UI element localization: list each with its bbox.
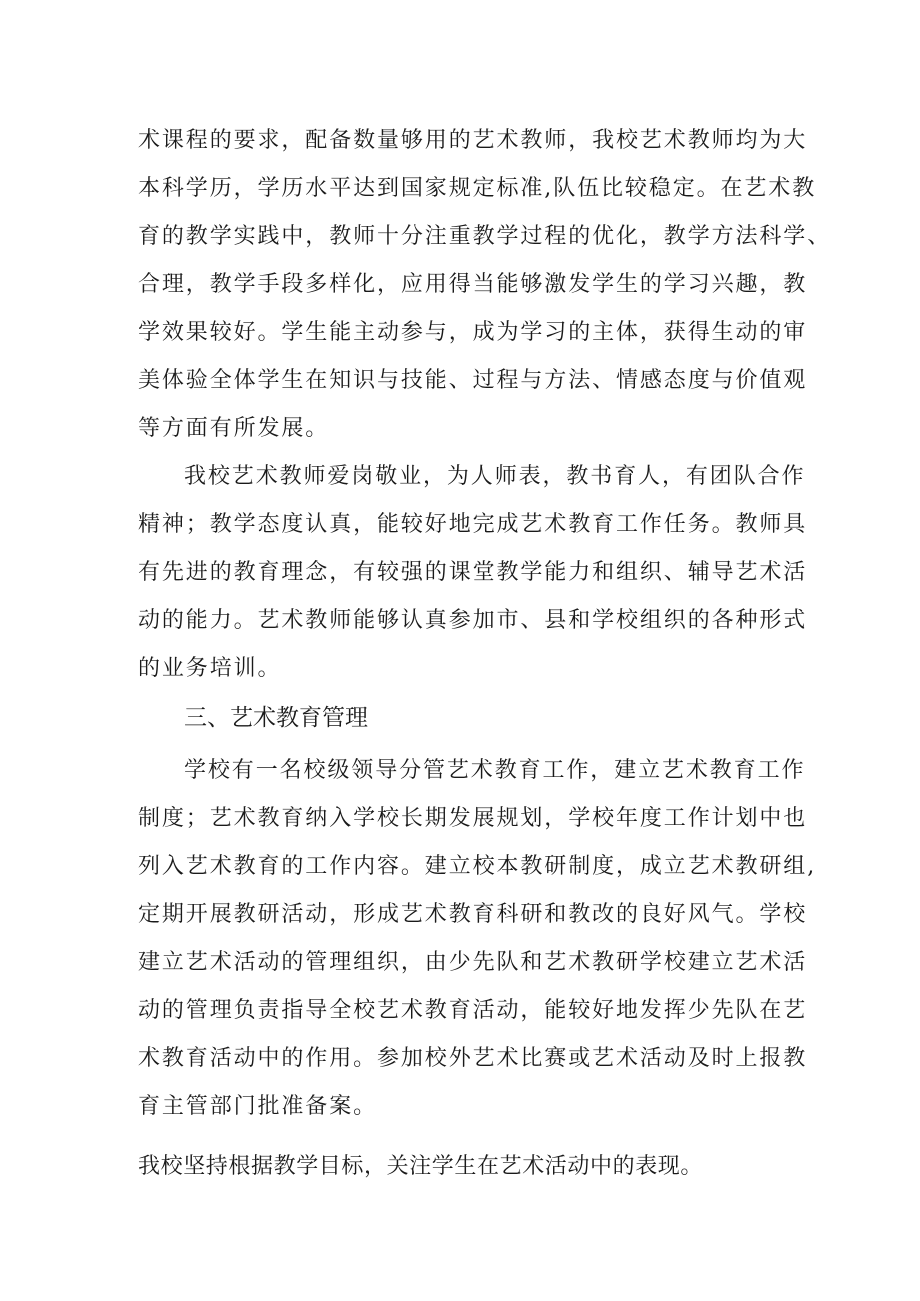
paragraph-3-line-3: 列入艺术教育的工作内容。建立校本教研制度，成立艺术教研组,: [138, 854, 817, 879]
paragraph-3-line-2: 制度；艺术教育纳入学校长期发展规划，学校年度工作计划中也: [138, 806, 808, 831]
paragraph-1-line-6: 美体验全体学生在知识与技能、过程与方法、情感态度与价值观: [138, 368, 808, 393]
paragraph-1-line-3: 育的教学实践中，教师十分注重教学过程的优化，教学方法科学、: [138, 224, 832, 249]
paragraph-3-line-4: 定期开展教研活动，形成艺术教育科研和教改的良好风气。学校: [138, 902, 808, 927]
paragraph-1-line-4: 合理，教学手段多样化，应用得当能够激发学生的学习兴趣，教: [138, 272, 808, 297]
paragraph-2-line-3: 有先进的教育理念，有较强的课堂教学能力和组织、辅导艺术活: [138, 560, 808, 585]
paragraph-3-line-1: 学校有一名校级领导分管艺术教育工作，建立艺术教育工作: [184, 758, 806, 783]
paragraph-2-line-2: 精神；教学态度认真，能较好地完成艺术教育工作任务。教师具: [138, 512, 808, 537]
paragraph-1-line-1: 术课程的要求，配备数量够用的艺术教师，我校艺术教师均为大: [138, 128, 808, 153]
section-heading: 三、艺术教育管理: [184, 705, 368, 731]
paragraph-3-line-8: 育主管部门批准备案。: [138, 1094, 378, 1119]
paragraph-3-line-7: 术教育活动中的作用。参加校外艺术比赛或艺术活动及时上报教: [138, 1046, 808, 1071]
paragraph-1-line-7: 等方面有所发展。: [138, 416, 330, 441]
paragraph-3-line-5: 建立艺术活动的管理组织，由少先队和艺术教研学校建立艺术活: [138, 950, 808, 975]
paragraph-1-line-5: 学效果较好。学生能主动参与，成为学习的主体，获得生动的审: [138, 320, 808, 345]
paragraph-4-line-1: 我校坚持根据教学目标，关注学生在艺术活动中的表现。: [138, 1154, 704, 1179]
paragraph-1-line-2: 本科学历，学历水平达到国家规定标准,队伍比较稳定。在艺术教: [138, 176, 817, 201]
paragraph-2-line-1: 我校艺术教师爱岗敬业，为人师表，教书育人，有团队合作: [184, 464, 806, 489]
paragraph-2-line-5: 的业务培训。: [138, 656, 282, 681]
paragraph-3-line-6: 动的管理负责指导全校艺术教育活动，能较好地发挥少先队在艺: [138, 998, 808, 1023]
paragraph-2-line-4: 动的能力。艺术教师能够认真参加市、县和学校组织的各种形式: [138, 608, 808, 633]
